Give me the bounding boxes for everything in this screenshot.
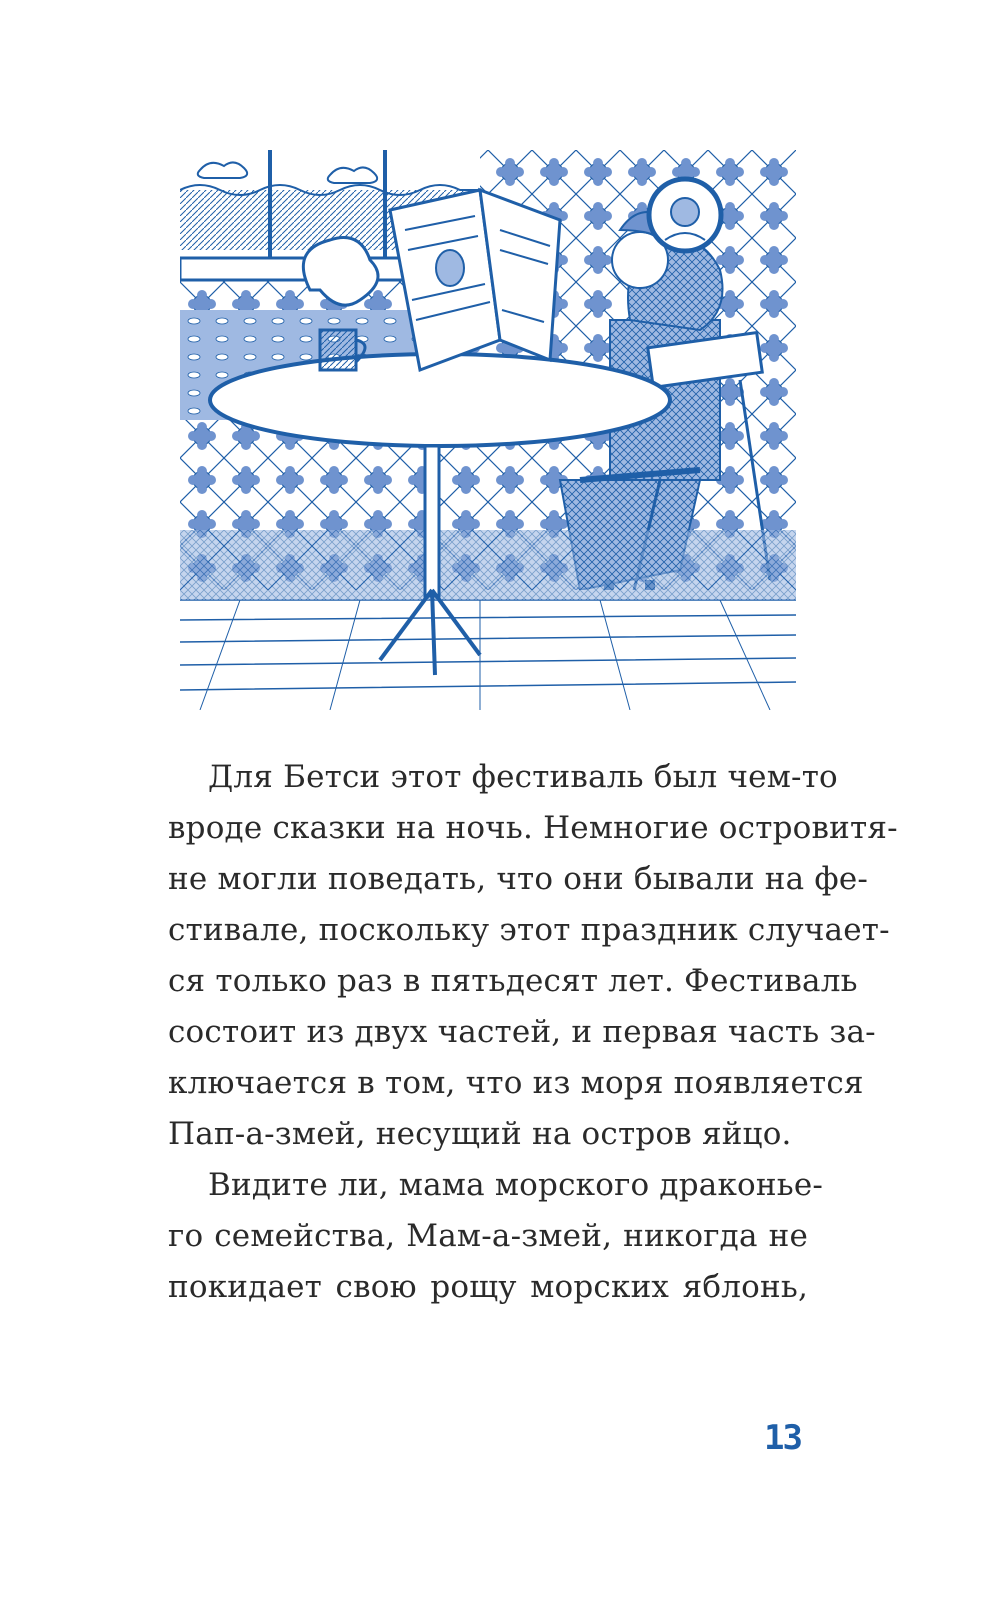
framed-portrait-icon bbox=[649, 179, 721, 251]
text-line: вроде сказки на ночь. Немногие островитя- bbox=[168, 810, 898, 846]
page-number: 13 bbox=[764, 1418, 801, 1458]
paragraph bbox=[168, 752, 898, 1160]
body-text bbox=[168, 752, 898, 1313]
text-line: Видите ли, мама морского драконье- bbox=[208, 1167, 824, 1203]
text-line: Для Бетси этот фестиваль был чем-то bbox=[208, 759, 838, 795]
text-line: Пап-а-змей, несущий на остров яйцо. bbox=[168, 1116, 792, 1152]
paragraph bbox=[168, 1160, 824, 1313]
text-line: не могли поведать, что они бывали на фе- bbox=[168, 861, 869, 897]
text-line: покидает свою рощу морских яблонь, bbox=[168, 1269, 808, 1305]
text-line: стивале, поскольку этот праздник случает- bbox=[168, 912, 890, 948]
text-line: ся только раз в пятьдесят лет. Фестиваль bbox=[168, 963, 858, 999]
illustration-woman-reading-newspaper bbox=[180, 150, 796, 710]
text-line: ключается в том, что из моря появляется bbox=[168, 1065, 864, 1101]
text-line: состоит из двух частей, и первая часть за- bbox=[168, 1014, 876, 1050]
newspaper-icon bbox=[390, 190, 560, 370]
text-line: го семейства, Мам-а-змей, никогда не bbox=[168, 1218, 808, 1254]
